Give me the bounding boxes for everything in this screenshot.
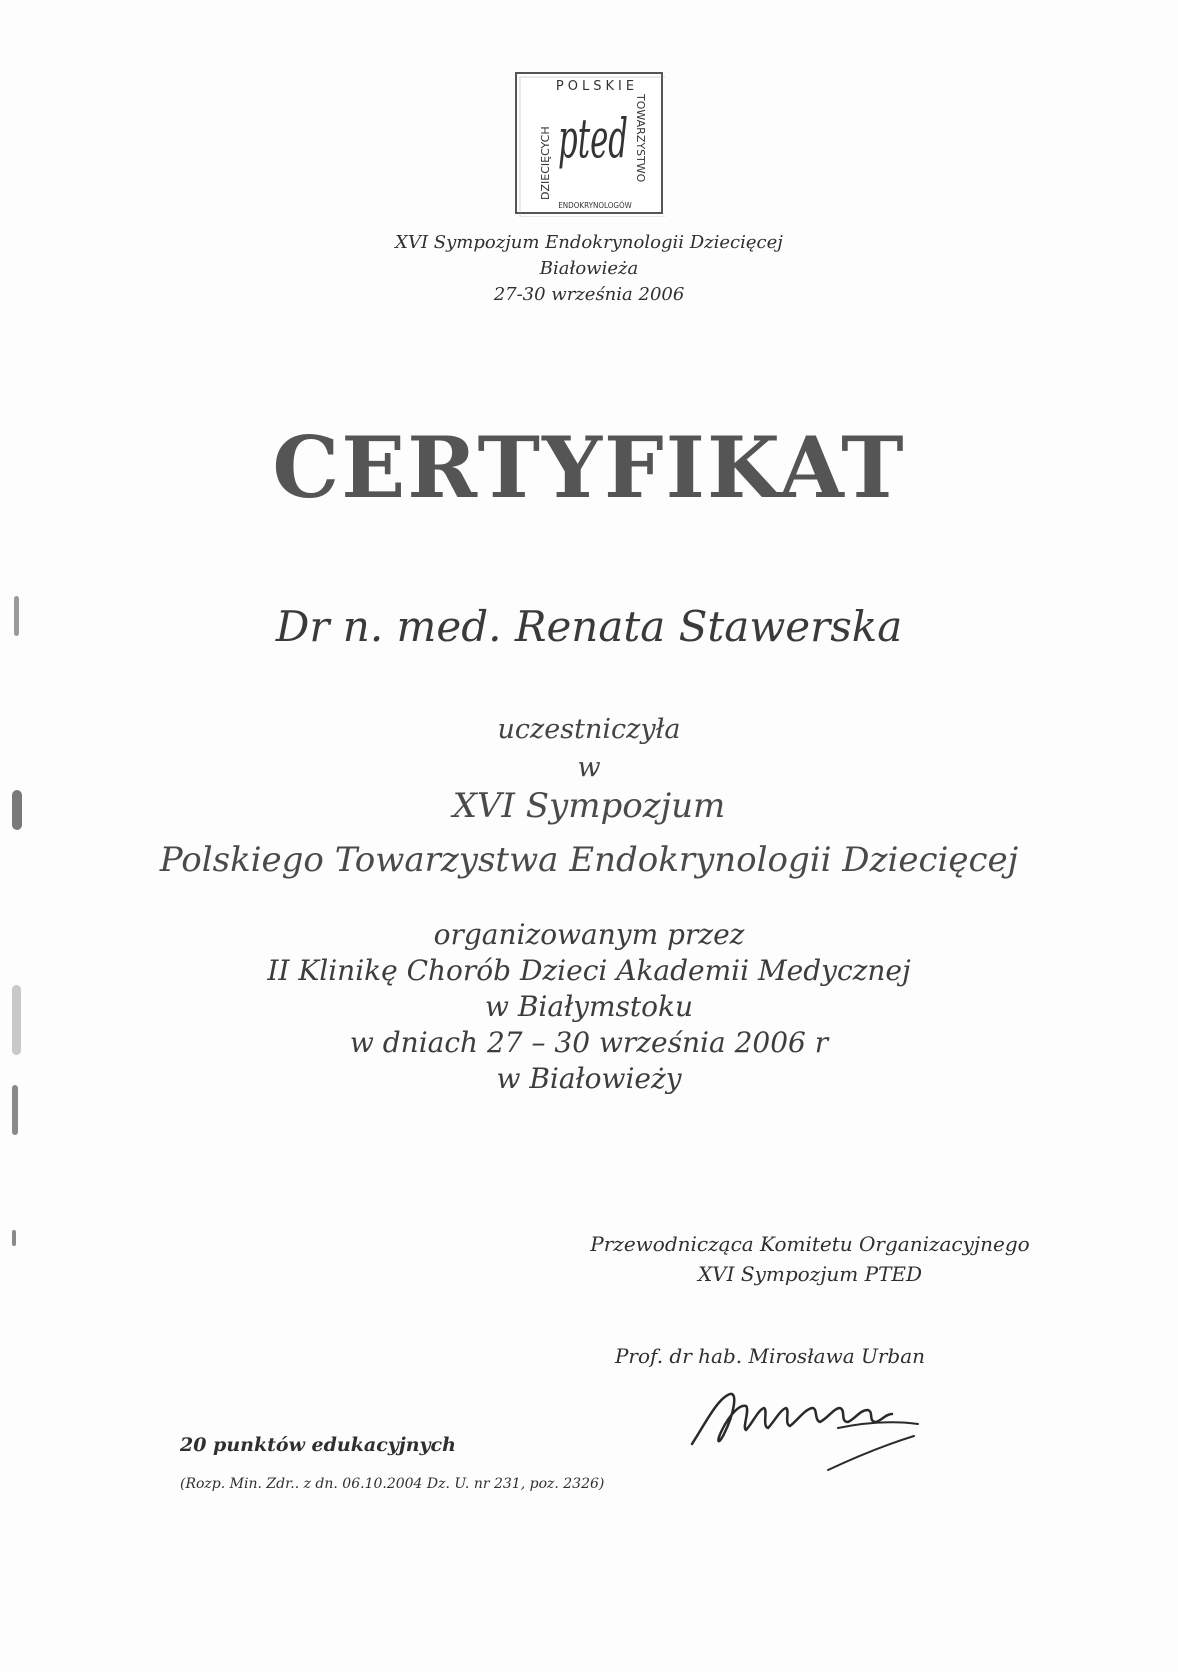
- participated-text: uczestniczyła: [497, 714, 681, 745]
- signatory-name: Prof. dr hab. Mirosława Urban: [614, 1344, 926, 1368]
- logo-text-left: DZIECIĘCYCH: [539, 126, 552, 200]
- certificate-title: CERTYFIKAT: [272, 418, 906, 517]
- logo-monogram: pted: [558, 107, 628, 170]
- signatory-role: Przewodnicząca Komitetu Organizacyjnego: [590, 1232, 1030, 1256]
- scan-mark: [12, 1230, 16, 1246]
- symposium-text: XVI Sympozjum: [452, 786, 726, 826]
- in-text: w: [577, 752, 601, 783]
- signatory-event: XVI Sympozjum PTED: [697, 1262, 923, 1286]
- logo-text-bottom: ENDOKRYNOLOGÓW: [558, 201, 632, 210]
- recipient-name: Dr n. med. Renata Stawerska: [275, 602, 903, 651]
- place-text: w Białowieży: [496, 1062, 682, 1095]
- signature-icon: [688, 1384, 928, 1476]
- header-line-place: Białowieża: [539, 258, 639, 279]
- header-line-event: XVI Sympozjum Endokrynologii Dziecięcej: [395, 232, 783, 253]
- logo-text-top: POLSKIE: [555, 79, 639, 94]
- city-text: w Białymstoku: [484, 990, 694, 1023]
- header-line-date: 27-30 września 2006: [493, 284, 685, 305]
- organized-by-text: organizowanym przez: [433, 918, 745, 951]
- dates-text: w dniach 27 – 30 września 2006 r: [349, 1026, 829, 1059]
- clinic-text: II Klinikę Chorób Dzieci Akademii Medycznej: [267, 954, 911, 987]
- education-points: 20 punktów edukacyjnych: [180, 1434, 456, 1456]
- pted-logo-icon: [515, 72, 665, 217]
- logo-text-right: TOWARZYSTWO: [634, 94, 647, 183]
- society-text: Polskiego Towarzystwa Endokrynologii Dziecięcej: [159, 840, 1019, 880]
- regulation-note: (Rozp. Min. Zdr.. z dn. 06.10.2004 Dz. U. nr 231, poz. 2326): [180, 1476, 605, 1492]
